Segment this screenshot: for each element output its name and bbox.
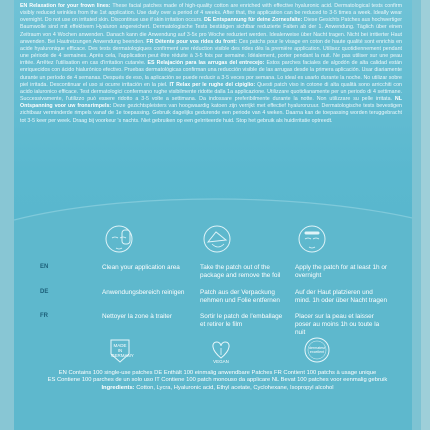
step-2-en: Take the patch out of the package and remove the foil	[200, 264, 281, 279]
dermatest-badge	[303, 336, 331, 364]
lang-en-label: EN	[20, 3, 28, 9]
box-right-edge	[412, 0, 421, 430]
intro-it-text: Questi patch viso in cotone di alta qualità sono arricchiti con acido ialuronico efficace. Test dermatologici confermano rughe visibilmente ridotte dalla 1a applicazione. Utilizzare quotidianamente per un periodo di 4 settimane. Successivamente, l'utilizzo può essere ridotto a 3-5 volte a settimana. Da indossare preferibilmente durante la notte. Non utilizzare su pelle irritata.	[20, 81, 402, 103]
footer-contents	[14, 370, 421, 392]
ingredients-line	[14, 385, 421, 392]
intro-it-title: Relax per le rughe del cipiglio:	[176, 81, 256, 88]
step-1-en: Clean your application area	[102, 264, 180, 271]
step-2-fr: Sortir le patch de l'emballage et retirer le film	[200, 313, 283, 328]
intro-fr-title: Détente pour vos rides du front:	[155, 38, 237, 45]
vegan-heart-icon	[209, 338, 233, 360]
intro-nl-title: Ontspanning voor uw fronsrimpels:	[20, 103, 112, 110]
lang-it-label: IT	[169, 81, 175, 88]
lang-nl-label: NL	[394, 96, 402, 103]
intro-en-title: Relaxation for your frown lines:	[29, 3, 111, 9]
box-side-flap	[0, 0, 14, 430]
step-3-fr: Placer sur la peau et laisser poser au moins 1h ou toute la nuit	[295, 313, 380, 336]
step-lang-en: EN	[40, 264, 49, 270]
made-in-germany-badge	[109, 338, 134, 364]
made-in-germany-text: MADE IN GERMANY	[111, 343, 134, 358]
ingredients-text: Cotton, Lycra, Hyaluronic acid, Ethyl acetate, Cyclohexane, Isopropyl alcohol	[136, 384, 334, 391]
step-1-de: Anwendungsbereich reinigen	[102, 289, 185, 296]
intro-en-text: These facial patches made of high-quality cotton are enriched with effective hyaluronic acid. Dermatological tests confirm visibly reduced wrinkles from the 1st application. Use daily over a period of 4 weeks. After that, the application can be reduced to 3-5 times a week. Ideally wear overnight. Do not use on irritated skin. Discontinue use if skin irritation occurs.	[20, 3, 402, 24]
step-lang-de: DE	[40, 289, 49, 295]
step-1-fr: Nettoyer la zone à traiter	[102, 313, 172, 320]
intro-de-text: Diese Gesichts Patches aus hochwertiger Baumwolle sind mit effektivem Hyaluron angereichert. Dermatologische Tests bestätigen sichtbar reduzierte Falten ab der 1. Anwendung. Täglich über einen Zeitraum von 4 Wochen anwenden. Danach kann die Anwendung auf 3-5x pro Woche reduziert werden. Idealerweise über Nacht tragen. Nicht bei irritierter Haut anwenden. Bei Hautreizungen Anwendung beenden.	[20, 17, 402, 45]
intro-de-title: Entspannung für deine Zornesfalte:	[212, 17, 303, 24]
ingredients-label: Ingredients:	[101, 384, 135, 391]
lang-de-label: DE	[203, 17, 212, 24]
lang-es-label: ES	[147, 60, 155, 67]
remove-foil-icon	[200, 222, 234, 260]
intro-es-title: Relajación para las arrugas del entrecejo:	[156, 60, 265, 67]
intro-text	[20, 3, 402, 125]
step-lang-fr: FR	[40, 313, 48, 319]
step-2-de: Patch aus der Verpackung nehmen und Folie entfernen	[200, 289, 280, 304]
apply-patch-icon	[295, 222, 329, 260]
clean-face-icon	[102, 222, 136, 260]
packaging-back-panel	[14, 0, 421, 430]
intro-fr-text: Ces patchs pour le visage en coton de haute qualité sont enrichis en acide hyaluronique efficace. Des tests dermatologiques confirment une réduction visible des rides dès la première application. Utilisez quotidiennement pendant une période de 4 semaines. Après cela, l'application peut être réduite à 3-5 fois par semaine. Idéalement, porter pendant la nuit. Ne pas utiliser sur une peau irritée. Arrêtez l'utilisation en cas d'irritation cutanée.	[20, 38, 402, 67]
footer-line-2: ES Contiene 100 parches de un solo uso IT Contiene 100 patch monouso da applicare NL Bevat 100 patches voor eenmalig gebruik	[47, 377, 388, 384]
intro-nl-text: Deze gezichtspleisters van hoogwaardig katoen zijn verrijkt met effectief hyaluronzuur. Dermatologische tests bevestigen zichtbaar verminderde rimpels vanaf de 1e toepassing. Gebruik dagelijks gedurende een periode van 4 weken. Daarna kan de toepassing worden teruggebracht tot 3-5 keer per week. Draag bij voorkeur 's nachts. Niet gebruiken op een geïrriteerde huid. Stop het gebruik als huidirritatie optreedt.	[20, 103, 402, 124]
footer-line-1: EN Contains 100 single-use patches DE Enthält 100 einmalig anwendbare Patches FR Contient 100 patchs à usage unique	[58, 370, 377, 376]
step-3-de: Auf der Haut platzieren und mind. 1h oder über Nacht tragen	[295, 289, 388, 304]
step-3-en: Apply the patch for at least 1h or overnight	[295, 264, 388, 279]
intro-es-text: Estos parches faciales de algodón de alta calidad están enriquecidos con ácido hialurónico efectivo. Pruebas dermatológicas confirman una reducción visible de las arrugas desde la primera aplicación. Usar diariamente durante un período de 4 semanas. Después de eso, la aplicación se puede reducir a 3-5 veces por semana. Lo ideal es usarlo durante la noche. No utilizar sobre piel irritada. Descontinuar el uso si ocurre irritación en la piel.	[20, 60, 403, 88]
vegan-text: VEGAN	[213, 359, 229, 364]
vegan-badge	[209, 338, 233, 366]
dermatest-text: dermatest excellent	[309, 346, 325, 354]
lang-fr-label: FR	[146, 38, 154, 45]
